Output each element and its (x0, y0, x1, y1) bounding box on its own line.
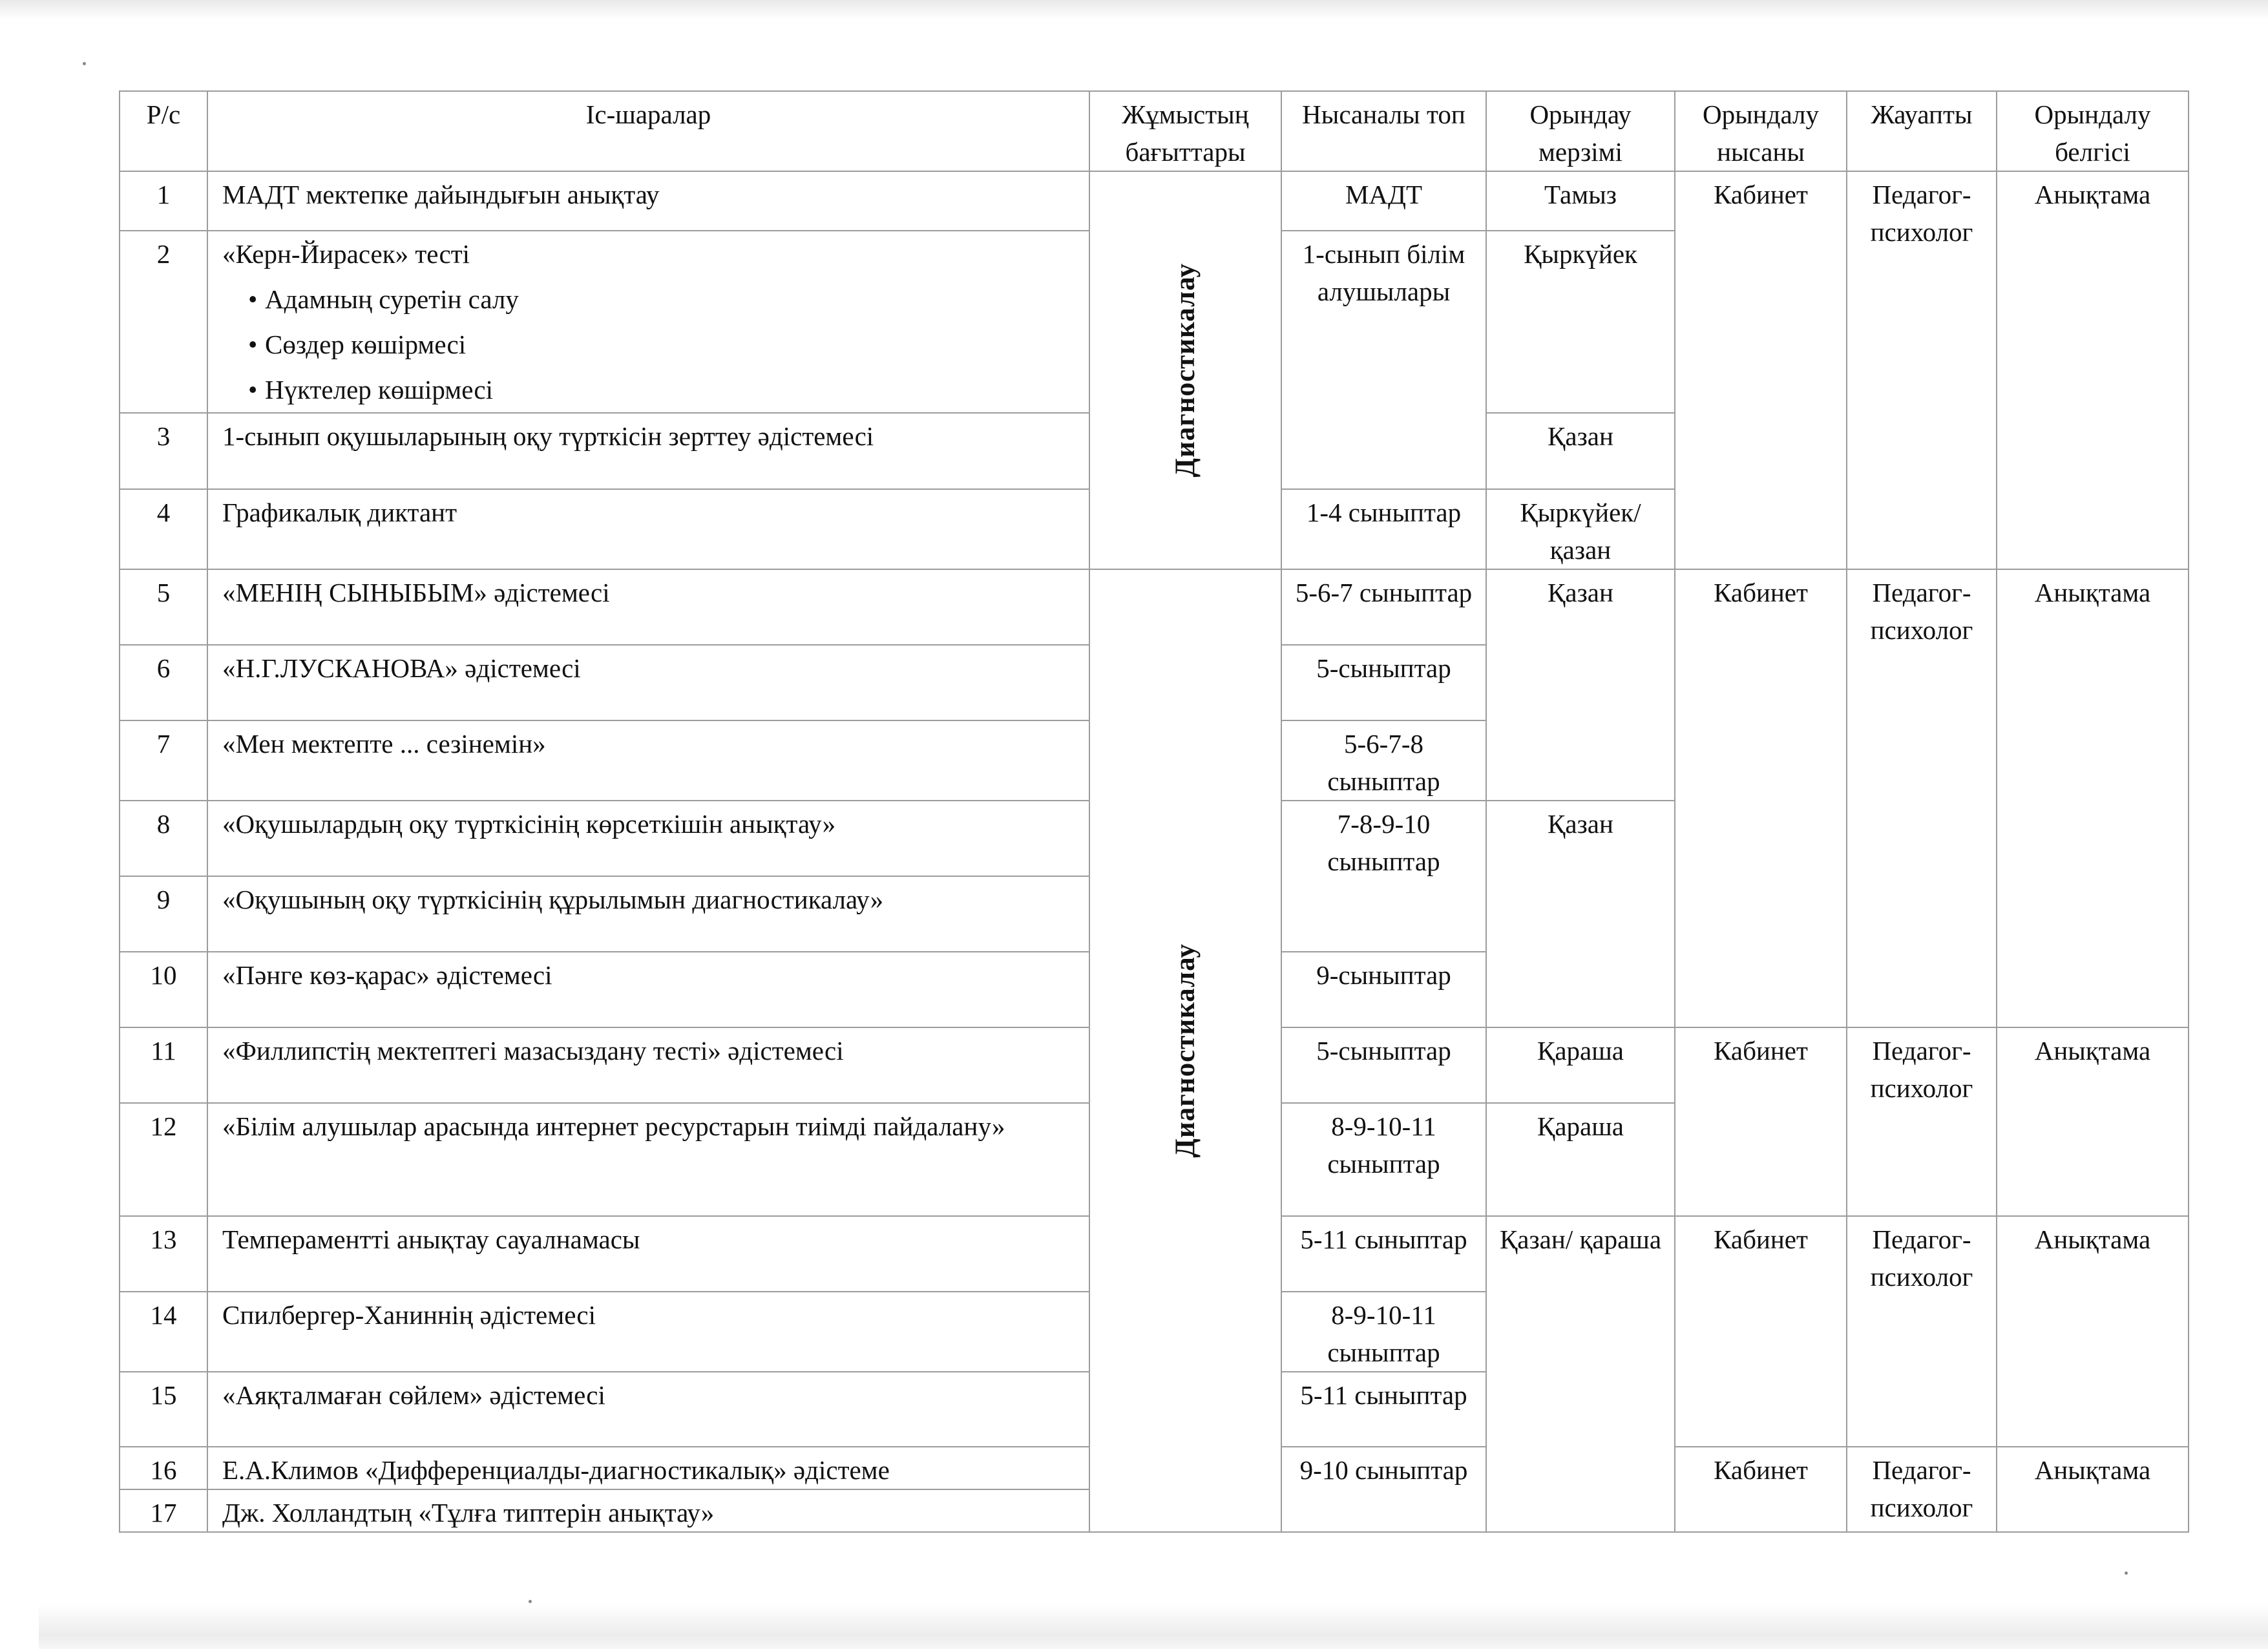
row-number: 13 (120, 1216, 207, 1292)
target-group-cell: 1-сынып білім алушылары (1281, 231, 1486, 489)
activity-cell: 1-сынып оқушыларының оқу түрткісін зерттеу әдістемесі (207, 413, 1089, 489)
row-number: 4 (120, 489, 207, 569)
table-row (120, 569, 2189, 645)
header-direction: Жұмыстың бағыттары (1089, 91, 1281, 171)
row-number: 1 (120, 171, 207, 231)
activity-cell: «Аяқталмаған сөйлем» әдістемесі (207, 1372, 1089, 1447)
scan-bottom-shadow (39, 1604, 2268, 1649)
activity-cell: «Филлипстің мектептегі мазасыздану тесті» әдістемесі (207, 1027, 1089, 1103)
row-number: 6 (120, 645, 207, 720)
header-mark: Орындалу белгісі (1997, 91, 2189, 171)
row-number: 10 (120, 952, 207, 1027)
form-cell: Кабинет (1675, 569, 1847, 1027)
target-group-cell: 9-10 сыныптар (1281, 1447, 1486, 1532)
row-number: 14 (120, 1292, 207, 1372)
row-number: 12 (120, 1103, 207, 1216)
row-number: 8 (120, 801, 207, 876)
row-number: 2 (120, 231, 207, 413)
activity-cell: «МЕНІҢ СЫНЫБЫМ» әдістемесі (207, 569, 1089, 645)
deadline-cell: Қазан/ қараша (1486, 1216, 1675, 1532)
row-number: 5 (120, 569, 207, 645)
mark-cell: Анықтама (1997, 1027, 2189, 1216)
target-group-cell: 5-11 сыныптар (1281, 1372, 1486, 1447)
header-responsible: Жауапты (1847, 91, 1997, 171)
direction-cell (1089, 171, 1281, 569)
activity-cell: МАДТ мектепке дайындығын анықтау (207, 171, 1089, 231)
header-row (120, 91, 2189, 171)
target-group-cell: 1-4 сыныптар (1281, 489, 1486, 569)
responsible-cell: Педагог-психолог (1847, 1447, 1997, 1532)
target-group-cell: 5-сыныптар (1281, 645, 1486, 720)
target-group-cell: 7-8-9-10 сыныптар (1281, 801, 1486, 952)
direction-label: Диагностикалау (1170, 943, 1201, 1158)
activity-cell: «Пәнге көз-қарас» әдістемесі (207, 952, 1089, 1027)
target-group-cell: 9-сыныптар (1281, 952, 1486, 1027)
deadline-cell: Қыркүйек (1486, 231, 1675, 413)
list-item: • Адамның суретін салу (248, 277, 1081, 322)
header-form: Орындалу нысаны (1675, 91, 1847, 171)
row-number: 9 (120, 876, 207, 952)
deadline-cell: Қазан (1486, 801, 1675, 1027)
direction-label: Диагностикалау (1170, 263, 1201, 478)
activity-cell: «Оқушының оқу түрткісінің құрылымын диагностикалау» (207, 876, 1089, 952)
activity-cell: Графикалық диктант (207, 489, 1089, 569)
scan-top-shadow (0, 0, 2268, 19)
row-number: 15 (120, 1372, 207, 1447)
target-group-cell: 8-9-10-11 сыныптар (1281, 1292, 1486, 1372)
list-item: • Нүктелер көшірмесі (248, 367, 1081, 412)
activity-cell: Темпераментті анықтау сауалнамасы (207, 1216, 1089, 1292)
target-group-cell: 5-сыныптар (1281, 1027, 1486, 1103)
row-number: 11 (120, 1027, 207, 1103)
target-group-cell: 5-6-7-8 сыныптар (1281, 720, 1486, 801)
header-num: Р/с (120, 91, 207, 171)
activity-subitems (222, 277, 1081, 412)
table-row (120, 171, 2189, 231)
row-number: 7 (120, 720, 207, 801)
row-number: 3 (120, 413, 207, 489)
activity-cell (207, 231, 1089, 413)
activity-cell: «Оқушылардың оқу түрткісінің көрсеткішін анықтау» (207, 801, 1089, 876)
list-item: • Сөздер көшірмесі (248, 322, 1081, 367)
scan-speck (83, 62, 86, 65)
header-activities: Іс-шаралар (207, 91, 1089, 171)
responsible-cell: Педагог-психолог (1847, 1216, 1997, 1447)
activity-cell: «Н.Г.ЛУСКАНОВА» әдістемесі (207, 645, 1089, 720)
mark-cell: Анықтама (1997, 1216, 2189, 1447)
target-group-cell: 5-11 сыныптар (1281, 1216, 1486, 1292)
row-number: 16 (120, 1447, 207, 1489)
activity-cell: «Мен мектепте ... сезінемін» (207, 720, 1089, 801)
activity-cell: Спилбергер-Ханиннің әдістемесі (207, 1292, 1089, 1372)
deadline-cell: Қазан (1486, 569, 1675, 801)
scan-speck (529, 1600, 532, 1603)
activity-plan-table (119, 90, 2189, 1533)
target-group-cell: 5-6-7 сыныптар (1281, 569, 1486, 645)
header-deadline: Орындау мерзімі (1486, 91, 1675, 171)
deadline-cell: Қыркүйек/ қазан (1486, 489, 1675, 569)
activity-title: «Керн-Йирасек» тесті (222, 239, 470, 269)
deadline-cell: Тамыз (1486, 171, 1675, 231)
header-target-group: Нысаналы топ (1281, 91, 1486, 171)
target-group-cell: 8-9-10-11 сыныптар (1281, 1103, 1486, 1216)
form-cell: Кабинет (1675, 171, 1847, 569)
mark-cell: Анықтама (1997, 1447, 2189, 1532)
mark-cell: Анықтама (1997, 569, 2189, 1027)
deadline-cell: Қараша (1486, 1027, 1675, 1103)
responsible-cell: Педагог-психолог (1847, 171, 1997, 569)
deadline-cell: Қараша (1486, 1103, 1675, 1216)
responsible-cell: Педагог-психолог (1847, 1027, 1997, 1216)
deadline-cell: Қазан (1486, 413, 1675, 489)
direction-cell (1089, 569, 1281, 1532)
row-number: 17 (120, 1489, 207, 1532)
target-group-cell: МАДТ (1281, 171, 1486, 231)
responsible-cell: Педагог-психолог (1847, 569, 1997, 1027)
activity-cell: «Білім алушылар арасында интернет ресурстарын тиімді пайдалану» (207, 1103, 1089, 1216)
mark-cell: Анықтама (1997, 171, 2189, 569)
form-cell: Кабинет (1675, 1027, 1847, 1216)
activity-cell: Е.А.Климов «Дифференциалды-диагностикалық» әдістеме (207, 1447, 1089, 1489)
scan-speck (2125, 1571, 2128, 1575)
activity-cell: Дж. Холландтың «Тұлға типтерін анықтау» (207, 1489, 1089, 1532)
form-cell: Кабинет (1675, 1447, 1847, 1532)
form-cell: Кабинет (1675, 1216, 1847, 1447)
